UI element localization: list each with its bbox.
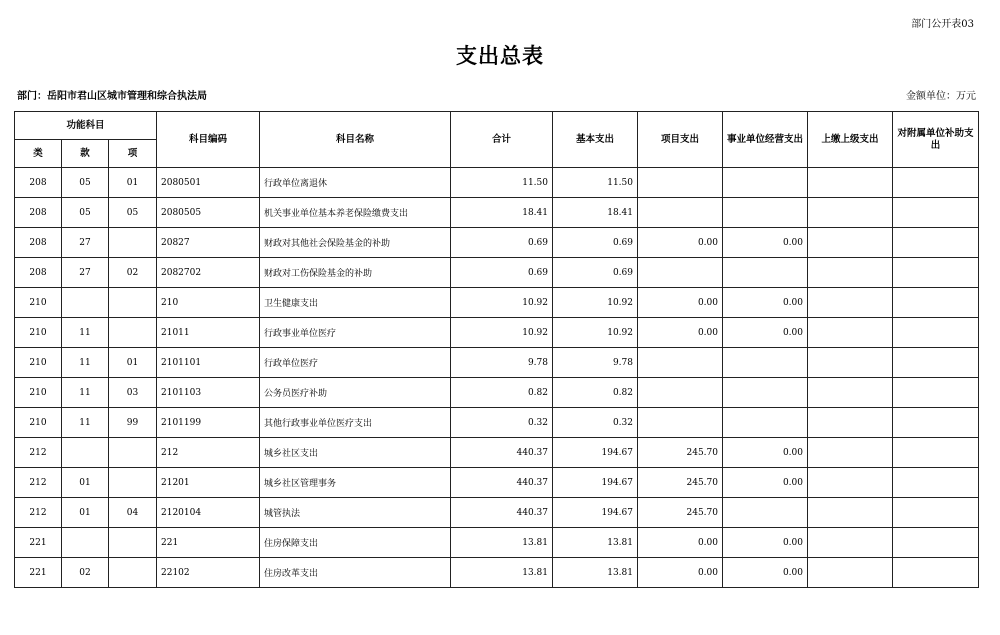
cell-total: 440.37 [451,468,553,498]
cell-code: 212 [157,438,260,468]
cell-xiang [109,558,157,588]
cell-subsidy [893,438,979,468]
cell-name: 城乡社区管理事务 [260,468,451,498]
cell-superior [808,468,893,498]
cell-business [723,498,808,528]
cell-basic: 13.81 [553,558,638,588]
cell-name: 行政单位离退休 [260,168,451,198]
cell-code: 210 [157,288,260,318]
cell-xiang: 04 [109,498,157,528]
cell-kuan: 11 [62,348,109,378]
cell-xiang: 01 [109,168,157,198]
cell-project [638,378,723,408]
cell-project: 0.00 [638,558,723,588]
cell-subsidy [893,468,979,498]
cell-xiang [109,228,157,258]
cell-code: 21011 [157,318,260,348]
cell-xiang [109,438,157,468]
header-basic-expenditure: 基本支出 [553,112,638,168]
cell-kuan [62,438,109,468]
cell-business [723,378,808,408]
cell-kuan: 11 [62,318,109,348]
cell-total: 440.37 [451,438,553,468]
cell-subsidy [893,288,979,318]
cell-basic: 0.32 [553,408,638,438]
page-title: 支出总表 [456,43,544,68]
cell-code: 2082702 [157,258,260,288]
cell-basic: 9.78 [553,348,638,378]
cell-business: 0.00 [723,288,808,318]
header-xiang: 项 [109,140,157,168]
cell-name: 行政事业单位医疗 [260,318,451,348]
header-subject-name: 科目名称 [260,112,451,168]
cell-kuan: 02 [62,558,109,588]
cell-basic: 194.67 [553,498,638,528]
cell-superior [808,558,893,588]
cell-xiang [109,318,157,348]
cell-basic: 10.92 [553,288,638,318]
cell-total: 0.82 [451,378,553,408]
cell-lei: 210 [15,318,62,348]
table-row [15,528,979,558]
header-function-subject: 功能科目 [15,112,157,140]
cell-superior [808,438,893,468]
cell-name: 财政对工伤保险基金的补助 [260,258,451,288]
cell-xiang [109,288,157,318]
cell-superior [808,168,893,198]
cell-name: 住房改革支出 [260,558,451,588]
cell-xiang: 02 [109,258,157,288]
table-row [15,228,979,258]
cell-code: 2080501 [157,168,260,198]
cell-superior [808,288,893,318]
cell-kuan: 05 [62,168,109,198]
cell-xiang: 05 [109,198,157,228]
cell-project: 0.00 [638,528,723,558]
cell-name: 住房保障支出 [260,528,451,558]
table-row [15,168,979,198]
cell-lei: 221 [15,558,62,588]
cell-lei: 208 [15,168,62,198]
table-row [15,378,979,408]
cell-name: 城乡社区支出 [260,438,451,468]
cell-name: 公务员医疗补助 [260,378,451,408]
cell-kuan: 27 [62,258,109,288]
table-body [15,168,979,588]
cell-total: 10.92 [451,288,553,318]
cell-business: 0.00 [723,528,808,558]
cell-total: 9.78 [451,348,553,378]
cell-superior [808,318,893,348]
cell-lei: 210 [15,378,62,408]
cell-total: 11.50 [451,168,553,198]
table-row [15,258,979,288]
cell-total: 0.32 [451,408,553,438]
cell-xiang: 03 [109,378,157,408]
cell-total: 18.41 [451,198,553,228]
cell-superior [808,258,893,288]
cell-business: 0.00 [723,468,808,498]
cell-superior [808,198,893,228]
cell-total: 13.81 [451,528,553,558]
table-row [15,288,979,318]
cell-project [638,258,723,288]
cell-subsidy [893,408,979,438]
cell-business: 0.00 [723,228,808,258]
cell-business [723,258,808,288]
cell-lei: 208 [15,258,62,288]
cell-kuan: 05 [62,198,109,228]
cell-project: 245.70 [638,468,723,498]
cell-subsidy [893,378,979,408]
cell-total: 0.69 [451,258,553,288]
cell-lei: 221 [15,528,62,558]
table-row [15,408,979,438]
cell-superior [808,228,893,258]
cell-name: 机关事业单位基本养老保险缴费支出 [260,198,451,228]
cell-code: 21201 [157,468,260,498]
header-subsidy: 对附属单位补助支出 [893,112,979,168]
cell-lei: 208 [15,228,62,258]
cell-code: 2101101 [157,348,260,378]
header-business-expenditure: 事业单位经营支出 [723,112,808,168]
cell-name: 财政对其他社会保险基金的补助 [260,228,451,258]
cell-kuan [62,528,109,558]
cell-business [723,348,808,378]
cell-subsidy [893,558,979,588]
cell-superior [808,528,893,558]
cell-name: 行政单位医疗 [260,348,451,378]
cell-project: 0.00 [638,318,723,348]
cell-subsidy [893,528,979,558]
header-superior-payment: 上缴上级支出 [808,112,893,168]
cell-business: 0.00 [723,558,808,588]
table-row [15,438,979,468]
table-row [15,348,979,378]
cell-basic: 0.69 [553,228,638,258]
cell-subsidy [893,258,979,288]
cell-code: 2080505 [157,198,260,228]
cell-project: 0.00 [638,288,723,318]
cell-lei: 210 [15,288,62,318]
cell-xiang: 01 [109,348,157,378]
cell-kuan: 01 [62,498,109,528]
cell-business [723,198,808,228]
header-total: 合计 [451,112,553,168]
cell-subsidy [893,498,979,528]
cell-code: 221 [157,528,260,558]
cell-basic: 18.41 [553,198,638,228]
amount-unit-label: 金额单位：万元 [906,91,976,102]
cell-project: 245.70 [638,438,723,468]
cell-business: 0.00 [723,318,808,348]
cell-lei: 212 [15,498,62,528]
expenditure-table [14,111,979,588]
cell-code: 2101199 [157,408,260,438]
cell-xiang: 99 [109,408,157,438]
cell-subsidy [893,318,979,348]
cell-lei: 208 [15,198,62,228]
cell-xiang [109,528,157,558]
cell-subsidy [893,228,979,258]
cell-kuan: 11 [62,378,109,408]
cell-basic: 13.81 [553,528,638,558]
cell-code: 2101103 [157,378,260,408]
cell-code: 2120104 [157,498,260,528]
cell-basic: 194.67 [553,468,638,498]
cell-lei: 210 [15,348,62,378]
cell-superior [808,408,893,438]
cell-project: 0.00 [638,228,723,258]
table-row [15,468,979,498]
cell-code: 22102 [157,558,260,588]
header-project-expenditure: 项目支出 [638,112,723,168]
cell-lei: 212 [15,468,62,498]
cell-subsidy [893,198,979,228]
cell-subsidy [893,348,979,378]
cell-project [638,348,723,378]
department-label: 部门：岳阳市君山区城市管理和综合执法局 [17,91,207,102]
table-row [15,318,979,348]
cell-name: 其他行政事业单位医疗支出 [260,408,451,438]
header-kuan: 款 [62,140,109,168]
cell-kuan [62,288,109,318]
cell-superior [808,498,893,528]
cell-total: 10.92 [451,318,553,348]
cell-superior [808,378,893,408]
cell-basic: 11.50 [553,168,638,198]
cell-lei: 212 [15,438,62,468]
table-row [15,558,979,588]
cell-basic: 10.92 [553,318,638,348]
cell-business [723,168,808,198]
cell-basic: 0.82 [553,378,638,408]
cell-business [723,408,808,438]
cell-project [638,168,723,198]
cell-total: 13.81 [451,558,553,588]
cell-total: 0.69 [451,228,553,258]
cell-basic: 0.69 [553,258,638,288]
cell-kuan: 27 [62,228,109,258]
cell-name: 卫生健康支出 [260,288,451,318]
cell-project [638,198,723,228]
cell-code: 20827 [157,228,260,258]
table-row [15,498,979,528]
cell-subsidy [893,168,979,198]
cell-business: 0.00 [723,438,808,468]
cell-project [638,408,723,438]
cell-lei: 210 [15,408,62,438]
cell-kuan: 01 [62,468,109,498]
cell-project: 245.70 [638,498,723,528]
header-subject-code: 科目编码 [157,112,260,168]
table-row [15,198,979,228]
cell-name: 城管执法 [260,498,451,528]
cell-superior [808,348,893,378]
document-number: 部门公开表03 [911,19,974,30]
cell-total: 440.37 [451,498,553,528]
cell-xiang [109,468,157,498]
header-lei: 类 [15,140,62,168]
cell-basic: 194.67 [553,438,638,468]
cell-kuan: 11 [62,408,109,438]
